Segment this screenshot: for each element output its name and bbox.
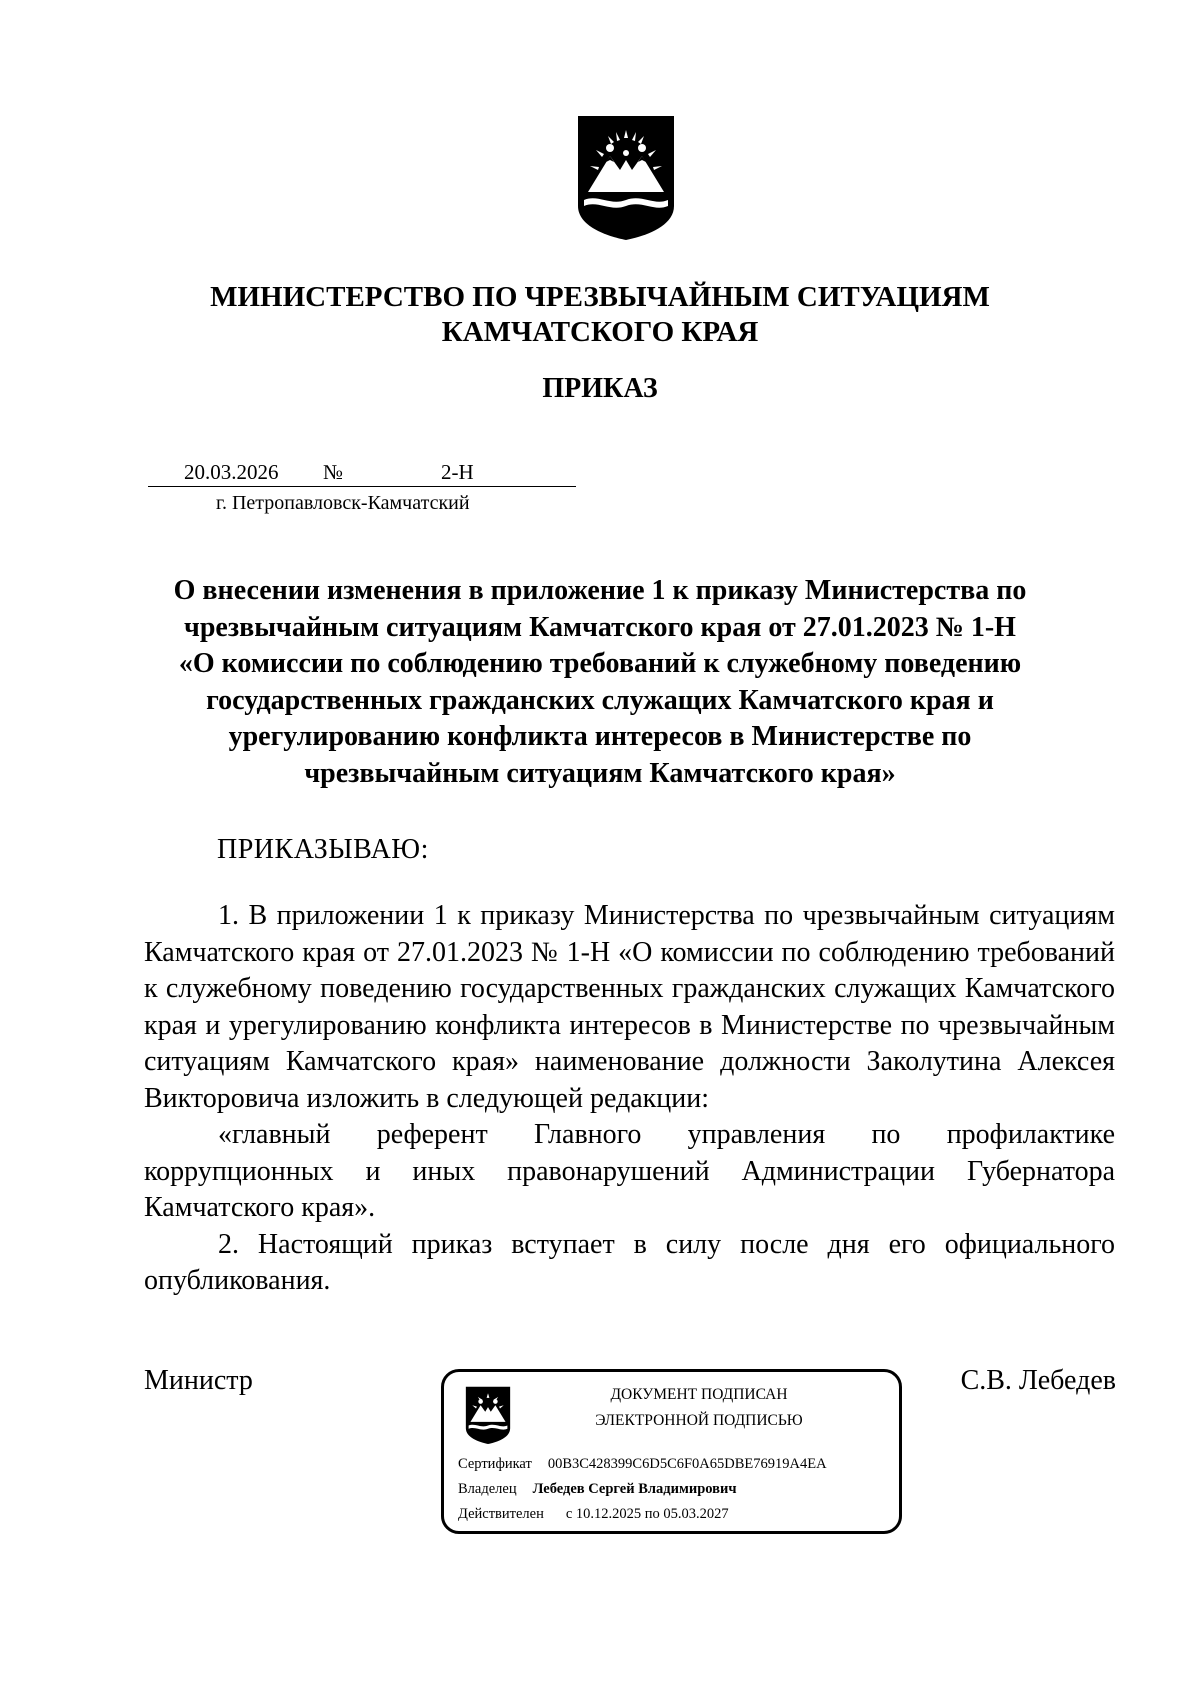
stamp-title-line-1: ДОКУМЕНТ ПОДПИСАН <box>610 1386 788 1403</box>
coat-of-arms-icon <box>574 110 678 240</box>
signer-name: С.В. Лебедев <box>960 1365 1116 1396</box>
subject-line: «О комиссии по соблюдению требований к служебному поведению <box>178 648 1022 679</box>
body-paragraph-2: «главный референт Главного управления по профилактике коррупционных и иных правонарушений Администрации Губернатора Камчатского края». <box>144 1119 1115 1223</box>
stamp-title-line-2: ЭЛЕКТРОННОЙ ПОДПИСЬЮ <box>595 1412 803 1429</box>
stamp-validity-value: с 10.12.2025 по 05.03.2027 <box>565 1506 729 1522</box>
document-type: ПРИКАЗ <box>542 373 658 404</box>
body-paragraph-3: 2. Настоящий приказ вступает в силу после дня его официального опубликования. <box>144 1228 1115 1296</box>
signer-position: Министр <box>144 1365 253 1396</box>
stamp-owner-row <box>458 1481 737 1498</box>
order-date: 20.03.2026 <box>184 460 279 484</box>
org-line-1: МИНИСТЕРСТВО ПО ЧРЕЗВЫЧАЙНЫМ СИТУАЦИЯМ <box>210 281 990 313</box>
stamp-certificate-label: Сертификат <box>458 1456 532 1472</box>
date-number-line <box>148 459 576 487</box>
stamp-owner-value: Лебедев Сергей Владимирович <box>532 1481 737 1497</box>
command-word: ПРИКАЗЫВАЮ: <box>217 834 429 865</box>
order-number: 2-Н <box>441 460 474 484</box>
stamp-owner-label: Владелец <box>458 1481 517 1497</box>
stamp-validity-label: Действителен <box>458 1506 544 1522</box>
stamp-validity-row <box>458 1506 729 1523</box>
subject-line: чрезвычайным ситуациям Камчатского края от 27.01.2023 № 1-Н <box>184 611 1016 643</box>
subject-line: государственных гражданских служащих Камчатского края и <box>206 684 994 716</box>
order-subject <box>160 573 1040 792</box>
stamp-certificate-value: 00B3C428399C6D5C6F0A65DBE76919A4EA <box>547 1456 827 1472</box>
number-sign: № <box>323 460 344 484</box>
subject-line: О внесении изменения в приложение 1 к приказу Министерства по <box>173 575 1027 606</box>
organization-name <box>0 280 1200 350</box>
order-body <box>144 898 1115 1300</box>
subject-line: чрезвычайным ситуациям Камчатского края» <box>304 757 896 789</box>
body-paragraph-1: 1. В приложении 1 к приказу Министерства по чрезвычайным ситуациям Камчатского края от 27.01.2023 № 1-Н «О комиссии по соблюдению требований к служебному поведению государственных гражданских служащих Камчатского края и урегулированию конфликта интересов в Министерстве по чрезвычайным ситуациям Камчатского края» наименование должности Заколутина Алексея Викторовича изложить в следующей редакции: <box>144 900 1115 1114</box>
city: г. Петропавловск-Камчатский <box>216 492 470 514</box>
coat-of-arms-icon <box>464 1384 512 1444</box>
electronic-signature-stamp <box>441 1369 902 1534</box>
subject-line: урегулированию конфликта интересов в Министерстве по <box>228 721 972 752</box>
stamp-certificate-row <box>458 1456 827 1473</box>
org-line-2: КАМЧАТСКОГО КРАЯ <box>441 316 759 348</box>
